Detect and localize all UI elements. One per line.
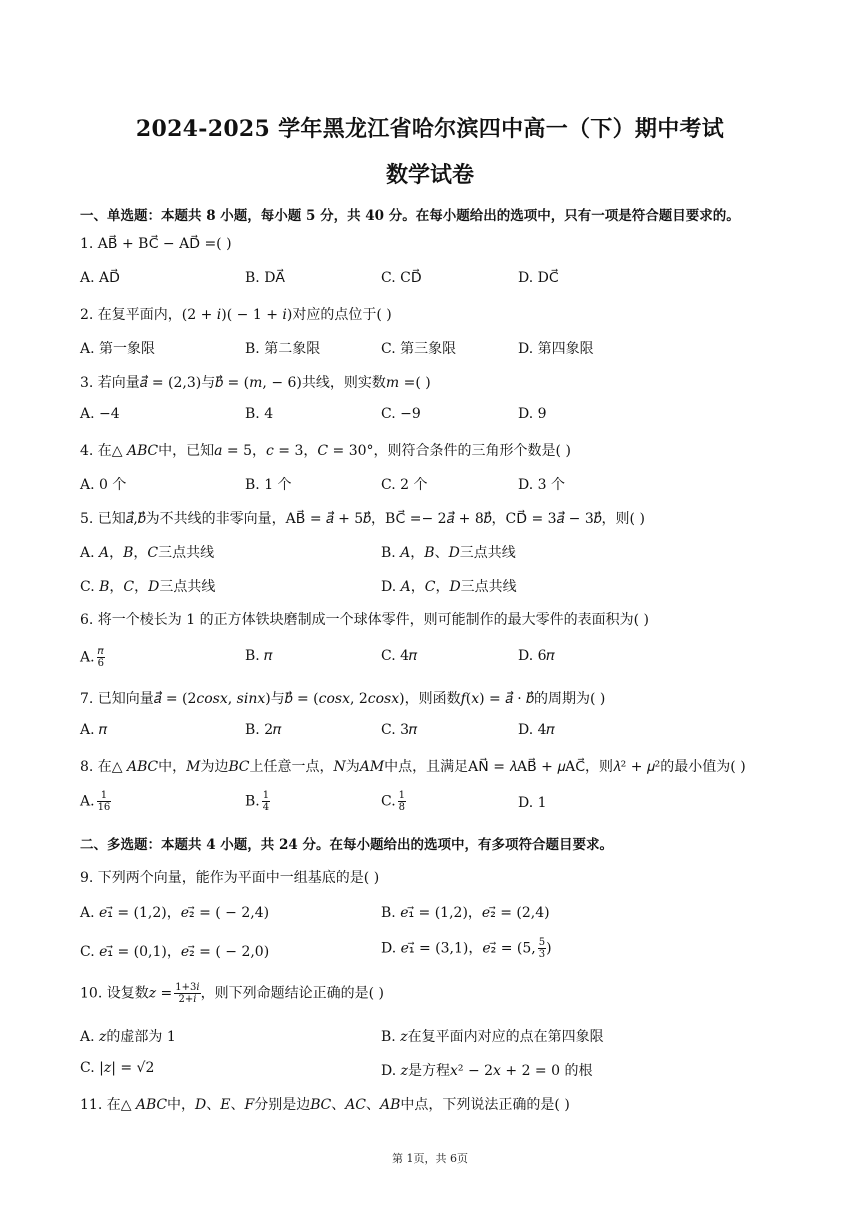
q5-option-c: C. 𝐵，𝐶，𝐷三点共线 [80, 579, 216, 595]
q9-option-d-fraction [538, 937, 546, 960]
question-6: 6. 将一个棱长为 1 的正方体铁块磨制成一个球体零件，则可能制作的最大零件的表面积为( ) [80, 612, 649, 628]
fraction-denominator: 3 [538, 949, 546, 960]
question-2: 2. 在复平面内，(2 + 𝑖)( − 1 + 𝑖)对应的点位于( ) [80, 307, 392, 323]
q9-option-a: A. 𝑒₁⃗ = (1,2)，𝑒₂⃗ = ( − 2,4) [80, 905, 270, 921]
section-heading-single-choice: 一、单选题：本题共 8 小题，每小题 5 分，共 40 分。在每小题给出的选项中，只有一项是符合题目要求的。 [80, 208, 740, 224]
q9-option-c: C. 𝑒₁⃗ = (0,1)，𝑒₂⃗ = ( − 2,0) [80, 944, 270, 960]
fraction-numerator: 5 [538, 937, 546, 948]
q8-option-c-label: C. [381, 793, 396, 810]
question-4: 4. 在△ 𝐴𝐵𝐶中，已知𝑎 = 5，𝑐 = 3，𝐶 = 30°，则符合条件的三角形个数是( ) [80, 443, 571, 459]
fraction-numerator: 1 [398, 790, 406, 801]
q3-option-c: C. −9 [381, 406, 421, 422]
q6-option-c: C. 4𝜋 [381, 648, 418, 664]
q8-option-c [381, 790, 406, 813]
q4-option-a: A. 0 个 [80, 477, 127, 493]
q1-option-a: A. AD⃗ [80, 270, 120, 286]
q9-option-d-label: D. 𝑒₁⃗ = (3,1)，𝑒₂⃗ = (5, [381, 940, 536, 957]
q5-option-b: B. 𝐴，𝐵、𝐷三点共线 [381, 545, 516, 561]
fraction-denominator: 6 [97, 658, 104, 669]
q5-option-d: D. 𝐴，𝐶，𝐷三点共线 [381, 579, 517, 595]
q10-option-b: B. 𝑧在复平面内对应的点在第四象限 [381, 1029, 604, 1045]
q6-option-a-fraction [97, 646, 105, 669]
section-heading-multi-choice: 二、多选题：本题共 4 小题，共 24 分。在每小题给出的选项中，有多项符合题目要求。 [80, 837, 613, 853]
question-8: 8. 在△ 𝐴𝐵𝐶中，𝑀为边𝐵𝐶上任意一点，𝑁为𝐴𝑀中点，且满足AN⃗ = 𝜆AB⃗ + 𝜇AC⃗，则𝜆² + 𝜇²的最小值为( ) [80, 759, 746, 775]
fraction-denominator: 8 [398, 802, 406, 813]
q10-option-c: C. |𝑧| = √2 [80, 1060, 155, 1076]
question-7: 7. 已知向量𝑎⃗ = (2𝑐𝑜𝑠𝑥, 𝑠𝑖𝑛𝑥)与𝑏⃗ = (𝑐𝑜𝑠𝑥, 2𝑐𝑜𝑠𝑥)，则函数𝑓(𝑥) = 𝑎⃗ · 𝑏⃗的周期为( ) [80, 691, 606, 707]
q9-option-b: B. 𝑒₁⃗ = (1,2)，𝑒₂⃗ = (2,4) [381, 905, 550, 921]
q10-z-fraction [174, 982, 200, 1005]
q10-option-a: A. 𝑧的虚部为 1 [80, 1029, 176, 1045]
q2-option-c: C. 第三象限 [381, 341, 457, 357]
q2-option-d: D. 第四象限 [518, 341, 594, 357]
fraction-denominator: 4 [262, 802, 270, 813]
exam-title: 2024-2025 学年黑龙江省哈尔滨四中高一（下）期中考试 [135, 116, 725, 142]
q8-option-a [80, 790, 111, 813]
q8-option-a-label: A. [80, 793, 95, 810]
q8-option-a-fraction [97, 790, 112, 813]
q1-option-b: B. DA⃗ [245, 270, 285, 286]
question-10 [80, 982, 384, 1005]
fraction-numerator: 1 [262, 790, 270, 801]
q8-option-b-fraction [262, 790, 270, 813]
q10-stem-post: ，则下列命题结论正确的是( ) [200, 985, 384, 1002]
closing-paren: ) [546, 940, 552, 957]
q4-option-d: D. 3 个 [518, 477, 565, 493]
q8-option-b [245, 790, 270, 813]
q2-option-a: A. 第一象限 [80, 341, 156, 357]
question-5: 5. 已知𝑎⃗,𝑏⃗为不共线的非零向量，AB⃗ = 𝑎⃗ + 5𝑏⃗，BC⃗ =− 2𝑎⃗ + 8𝑏⃗，CD⃗ = 3𝑎⃗ − 3𝑏⃗，则( ) [80, 511, 645, 527]
q6-option-b: B. 𝜋 [245, 648, 273, 664]
q6-option-d: D. 6𝜋 [518, 648, 555, 664]
fraction-denominator: 2+𝑖 [178, 994, 197, 1005]
fraction-numerator: 1+3𝑖 [175, 982, 200, 993]
question-1: 1. AB⃗ + BC⃗ − AD⃗ =( ) [80, 236, 232, 252]
q10-option-d: D. 𝑧是方程𝑥² − 2𝑥 + 2 = 0 的根 [381, 1063, 593, 1079]
q10-stem-pre: 10. 设复数𝑧 = [80, 985, 173, 1002]
q4-option-c: C. 2 个 [381, 477, 428, 493]
q7-option-a: A. 𝜋 [80, 722, 108, 738]
q2-option-b: B. 第二象限 [245, 341, 321, 357]
q4-option-b: B. 1 个 [245, 477, 292, 493]
question-9: 9. 下列两个向量，能作为平面中一组基底的是( ) [80, 870, 380, 886]
q8-option-d: D. 1 [518, 795, 547, 811]
exam-subtitle: 数学试卷 [385, 162, 474, 188]
q5-option-a: A. 𝐴，𝐵，𝐶三点共线 [80, 545, 215, 561]
page-footer: 第 1页，共 6页 [392, 1152, 468, 1165]
q9-option-d [381, 937, 552, 960]
fraction-numerator: 1 [97, 790, 112, 802]
q8-option-b-label: B. [245, 793, 260, 810]
fraction-denominator: 16 [97, 802, 111, 813]
q3-option-b: B. 4 [245, 406, 274, 422]
q7-option-b: B. 2𝜋 [245, 722, 282, 738]
q6-option-a-label: A. [80, 649, 95, 666]
fraction-numerator: 𝜋 [97, 646, 104, 657]
q8-option-c-fraction [398, 790, 406, 813]
question-11: 11. 在△ 𝐴𝐵𝐶中，𝐷、𝐸、𝐹分别是边𝐵𝐶、𝐴𝐶、𝐴𝐵中点，下列说法正确的是( ) [80, 1097, 570, 1113]
q7-option-d: D. 4𝜋 [518, 722, 555, 738]
q1-option-d: D. DC⃗ [518, 270, 559, 286]
q3-option-d: D. 9 [518, 406, 547, 422]
q1-option-c: C. CD⃗ [381, 270, 422, 286]
q6-option-a [80, 646, 105, 669]
q7-option-c: C. 3𝜋 [381, 722, 418, 738]
q3-option-a: A. −4 [80, 406, 120, 422]
question-3: 3. 若向量𝑎⃗ = (2,3)与𝑏⃗ = (𝑚, − 6)共线，则实数𝑚 =( ) [80, 375, 431, 391]
